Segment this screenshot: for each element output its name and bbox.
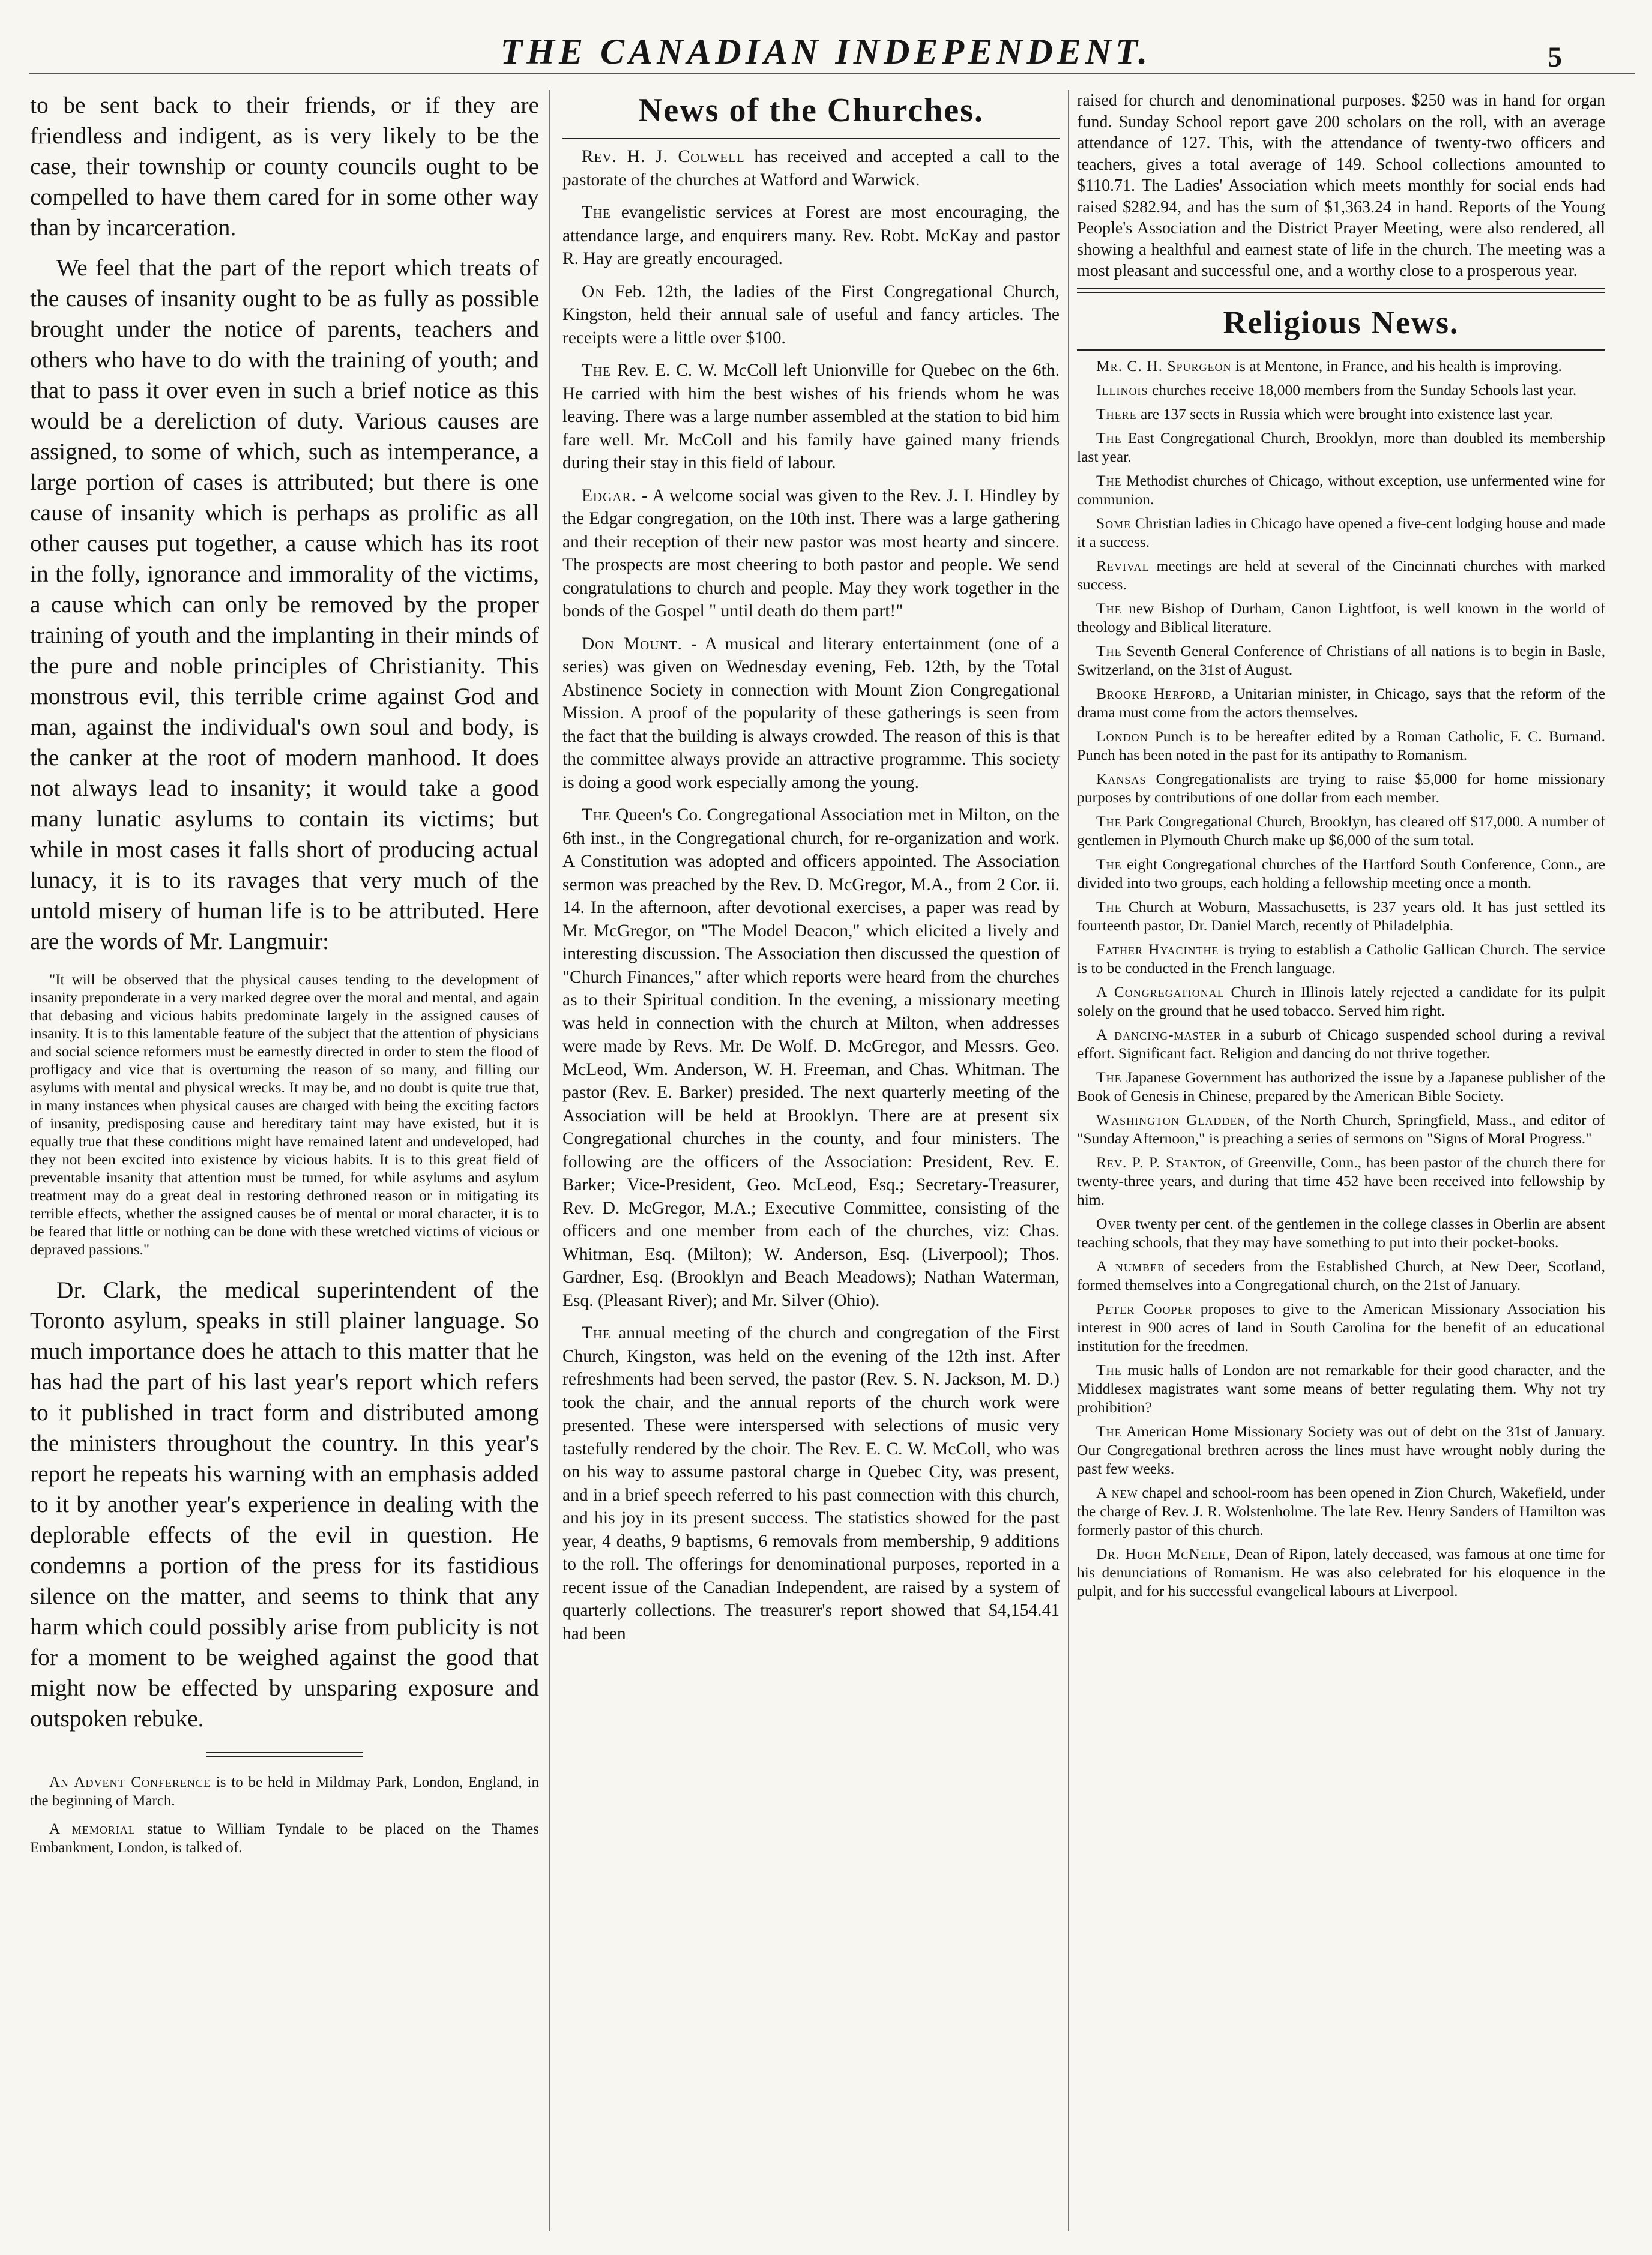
item-lead: The	[1096, 471, 1122, 489]
item-text: Church in Illinois lately rejected a candidate for its pulpit solely on the ground that he used tobacco. Served him right.	[1077, 983, 1605, 1019]
item-lead: The	[582, 1323, 612, 1343]
item-lead: A number	[1096, 1257, 1165, 1275]
item-lead: Don Mount.	[582, 634, 683, 654]
item-lead: A new	[1096, 1483, 1138, 1501]
item-text: meetings are held at several of the Cincinnati churches with marked success.	[1077, 556, 1605, 593]
item-lead: The	[1096, 897, 1122, 915]
religious-news-list	[1077, 357, 1605, 1600]
item-text: American Home Missionary Society was out of debt on the 31st of January. Our Congregational brethren across the lines must have wrought nobly during the past few weeks.	[1077, 1422, 1605, 1477]
item-lead: Kansas	[1096, 769, 1147, 787]
section-heading: Religious News.	[1077, 304, 1605, 351]
item-text: in a suburb of Chicago suspended school during a revival effort. Significant fact. Religion and dancing do not thrive together.	[1077, 1025, 1605, 1062]
item-text: proposes to give to the American Missionary Association his interest in 900 acres of land in South Carolina for the benefit of an educational institution for the freedmen.	[1077, 1299, 1605, 1355]
section-divider	[206, 1752, 363, 1757]
news-item	[1077, 940, 1605, 977]
item-lead: A Congregational	[1096, 983, 1225, 1001]
news-item	[562, 804, 1060, 1312]
news-item	[1077, 983, 1605, 1020]
news-item	[1077, 1361, 1605, 1417]
item-text: - A musical and literary entertainment (one of a series) was given on Wednesday evening, Feb. 12th, by the Total Abstinence Society in connection with Mount Zion Congregational Mission. A proof of the popularity of these gatherings is seen from the fact that the building is always crowded. The reason of this is that the committee always provide an attractive programme. This society is doing a good work especially among the young.	[562, 634, 1060, 792]
item-lead: The	[1096, 812, 1122, 830]
item-lead: Mr. C. H. Spurgeon	[1096, 357, 1232, 375]
news-item	[1077, 1299, 1605, 1355]
note-text: is to be held in Mildmay Park, London, England, in the beginning of March.	[30, 1774, 539, 1809]
news-item	[1077, 727, 1605, 764]
item-lead: The	[582, 361, 612, 380]
news-item	[1077, 405, 1605, 423]
item-lead: Over	[1096, 1214, 1132, 1232]
item-text: Church at Woburn, Massachusetts, is 237 years old. It has just settled its fourteenth pastor, Dr. Daniel March, recently of Philadelphia.	[1077, 897, 1605, 934]
news-item	[562, 145, 1060, 191]
item-text: are 137 sects in Russia which were brought into existence last year.	[1136, 405, 1553, 423]
item-text: annual meeting of the church and congregation of the First Church, Kingston, was held on the evening of the 12th inst. After refreshments had been served, the pastor (Rev. S. N. Jackson, M. D.) took the chair, and the annual reports of the church work were presented. These were interspersed with selections of music very tastefully rendered by the choir. The Rev. E. C. W. McColl, who was on his way to assume pastoral charge in Quebec City, was present, and in a brief speech referred to his past connection with this church, and his joy in its present success. The statistics showed for the past year, 4 deaths, 9 baptisms, 6 removals from membership, 9 additions to the roll. The offerings for denominational purposes, reported in a recent issue of the Canadian Independent, are raised by a system of quarterly collections. The treasurer's report showed that $4,154.41 had been	[562, 1323, 1060, 1643]
item-lead: Edgar.	[582, 486, 636, 505]
column-divider	[1068, 90, 1069, 2231]
report-continuation: raised for church and denominational purposes. $250 was in hand for organ fund. Sunday School report gave 200 scholars on the roll, with an average attendance of 127. This, with the attendance of twenty-two officers and teachers, gives a total average of 149. School collections amounted to $110.71. The Ladies' Association which meets monthly for social ends had raised $282.94, and has the sum of $1,363.24 in hand. Reports of the Young People's Association and the District Prayer Meeting, were also rendered, all showing a healthful and earnest state of life in the church. The meeting was a most pleasant and successful one, and a worthy close to a prosperous year.	[1077, 91, 1605, 280]
header-rule	[29, 73, 1635, 74]
section-divider	[1077, 288, 1605, 293]
note-lead: A memorial	[49, 1821, 136, 1837]
column-divider	[549, 90, 550, 2231]
page-number: 5	[1548, 41, 1562, 73]
news-item	[1077, 769, 1605, 807]
item-lead: The	[582, 203, 612, 222]
item-lead: Rev. H. J. Colwell	[582, 147, 745, 166]
item-lead: Revival	[1096, 556, 1150, 574]
news-item	[1077, 855, 1605, 892]
item-text: Seventh General Conference of Christians of all nations is to begin in Basle, Switzerland, on the 31st of August.	[1077, 642, 1605, 678]
langmuir-quote: "It will be observed that the physical causes tending to the development of insanity preponderate in a very marked degree over the moral and mental, and again that debasing and vicious habits predominate largely in the assigned causes of insanity. It is to this lamentable feature of the subject that the attention of physicians and social science reformers must be earnestly directed in order to stem the flood of profligacy and vice that is overturning the reason of so many, and filling our asylums with mental and physical wrecks. It may be, and no doubt is quite true that, in many instances when physical causes are charged with being the exciting factors of insanity, predisposing cause and hereditary taint may have existed, but it is equally true that these conditions might have remained latent and undeveloped, had they not been excited into existence by vicious habits. It is to this great field of preventable insanity that attention must be turned, for while asylums and asylum treatment may do a great deal in restoring dethroned reason or in mitigating its terrible effects, whether the assigned causes be of mental or moral character, it is to be feared that little or nothing can be done with these wretched victims of vicious or depraved passions."	[30, 972, 539, 1258]
item-text: East Congregational Church, Brooklyn, more than doubled its membership last year.	[1077, 429, 1605, 465]
masthead-title: THE CANADIAN INDEPENDENT.	[500, 32, 1152, 71]
news-item	[1077, 1153, 1605, 1209]
news-item	[1077, 812, 1605, 849]
item-text: eight Congregational churches of the Hartford South Conference, Conn., are divided into two groups, each holding a fellowship meeting once a month.	[1077, 855, 1605, 891]
news-item	[562, 201, 1060, 271]
news-item	[1077, 1544, 1605, 1600]
item-text: is trying to establish a Catholic Gallican Church. The service is to be conducted in the French language.	[1077, 940, 1605, 977]
news-item	[1077, 556, 1605, 594]
item-lead: Washington Gladden,	[1096, 1110, 1250, 1128]
item-lead: Illinois	[1096, 381, 1148, 399]
item-lead: The	[1096, 1068, 1122, 1086]
news-item	[562, 359, 1060, 475]
continued-report	[1077, 90, 1605, 282]
item-text: Christian ladies in Chicago have opened a five-cent lodging house and made it a success.	[1077, 514, 1605, 550]
item-text: - A welcome social was given to the Rev. J. I. Hindley by the Edgar congregation, on the 10th inst. There was a large gathering and their reception of their new pastor was most hearty and sincere. The prospects are most cheering to both pastor and people. We send congratulations to church and people. May they work together in the bonds of the Gospel " until death do them part!"	[562, 486, 1060, 621]
news-item	[562, 1322, 1060, 1645]
page-header	[0, 0, 1652, 90]
news-item	[562, 484, 1060, 623]
item-text: Congregationalists are trying to raise $5,000 for home missionary purposes by contributions of one dollar from each member.	[1077, 769, 1605, 806]
news-item	[1077, 599, 1605, 636]
column-religious-news	[1077, 90, 1605, 2231]
news-item	[1077, 1422, 1605, 1478]
item-lead: Some	[1096, 514, 1132, 532]
news-item	[1077, 684, 1605, 721]
news-item	[1077, 1025, 1605, 1062]
item-text: new Bishop of Durham, Canon Lightfoot, is well known in the world of theology and Biblical literature.	[1077, 599, 1605, 636]
item-text: Feb. 12th, the ladies of the First Congregational Church, Kingston, held their annual sale of useful and fancy articles. The receipts were a little over $100.	[562, 281, 1060, 348]
item-lead: London	[1096, 727, 1148, 745]
editorial-paragraph: Dr. Clark, the medical superintendent of the Toronto asylum, speaks in still plainer language. So much importance does he attach to this matter that he has had the part of his last year's report which refers to it published in tract form and distributed among the ministers throughout the country. In this year's report he repeats his warning with an emphasis added to it by another year's experience in dealing with the deplorable effects of the evil in question. He condemns a portion of the press for its fastidious silence on the matter, and seems to think that any harm which could possibly arise from publicity is not for a moment to be weighed against the good that might now be effected by unsparing exposure and outspoken rebuke.	[30, 1277, 539, 1732]
item-lead: Dr. Hugh McNeile,	[1096, 1544, 1231, 1562]
item-text: is at Mentone, in France, and his health is improving.	[1231, 357, 1562, 375]
news-item	[1077, 514, 1605, 551]
item-lead: The	[1096, 642, 1122, 660]
item-lead: The	[1096, 1422, 1122, 1440]
item-text: of the North Church, Springfield, Mass., and editor of "Sunday Afternoon," is preaching a series of sermons on "Signs of Moral Progress."	[1077, 1110, 1605, 1147]
news-item	[1077, 471, 1605, 508]
news-item	[1077, 429, 1605, 466]
item-lead: Peter Cooper	[1096, 1299, 1193, 1317]
item-text: Park Congregational Church, Brooklyn, has cleared off $17,000. A number of gentlemen in Plymouth Church make up $6,000 of the sum total.	[1077, 812, 1605, 849]
news-item	[1077, 381, 1605, 399]
item-text: Methodist churches of Chicago, without exception, use unfermented wine for communion.	[1077, 471, 1605, 508]
item-lead: The	[1096, 429, 1122, 447]
news-note	[30, 1773, 539, 1810]
item-text: churches receive 18,000 members from the Sunday Schools last year.	[1148, 381, 1577, 399]
news-item	[1077, 897, 1605, 935]
item-lead: Rev. P. P. Stanton,	[1096, 1153, 1226, 1171]
news-item	[1077, 1110, 1605, 1148]
item-text: chapel and school-room has been opened in Zion Church, Wakefield, under the charge of Rev. J. R. Wolstenholme. The late Rev. Henry Sanders of Hamilton was formerly pastor of this church.	[1077, 1483, 1605, 1538]
item-text: a Unitarian minister, in Chicago, says that the reform of the drama must come from the actors themselves.	[1077, 684, 1605, 721]
item-text: Punch is to be hereafter edited by a Roman Catholic, F. C. Burnand. Punch has been noted in the past for its antipathy to Romanism.	[1077, 727, 1605, 763]
item-lead: Brooke Herford,	[1096, 684, 1216, 702]
news-item	[1077, 1068, 1605, 1105]
item-text: music halls of London are not remarkable for their good character, and the Middlesex magistrates want some means of better regulating them. Why not try prohibition?	[1077, 1361, 1605, 1416]
item-text: evangelistic services at Forest are most encouraging, the attendance large, and enquirers many. Rev. Robt. McKay and pastor R. Hay are greatly encouraged.	[562, 203, 1060, 268]
item-lead: A dancing-master	[1096, 1025, 1222, 1043]
item-text: twenty per cent. of the gentlemen in the college classes in Oberlin are absent teaching schools, that they may have something to put into their pocket-books.	[1077, 1214, 1605, 1251]
news-note	[30, 1820, 539, 1857]
item-text: of seceders from the Established Church, at New Deer, Scotland, formed themselves into a Congregational church, on the 21st of January.	[1077, 1257, 1605, 1293]
item-lead: The	[1096, 1361, 1122, 1379]
item-text: Queen's Co. Congregational Association met in Milton, on the 6th inst., in the Congregational church, for re-organization and work. A Constitution was adopted and officers appointed. The Association sermon was preached by the Rev. D. McGregor, M.A., from 2 Cor. ii. 14. In the afternoon, after devotional exercises, a paper was read by Mr. McGregor, on "The Model Deacon," which elicited a lively and interesting discussion. The Association then discussed the question of "Church Finances," after which reports were heard from the churches as to their Spiritual condition. In the evening, a missionary meeting was held in connection with the church at Milton, when addresses were made by Revs. Mr. De Wolf. D. McGregor, and Messrs. Geo. McLeod, Wm. Anderson, W. H. Freeman, and Chas. Whitman. The pastor (Rev. E. Barker) presided. The next quarterly meeting of the Association will be held at Brooklyn. There are at present six Congregational churches in the county, and four ministers. The following are the officers of the Association: President, Rev. E. Barker; Vice-President, Geo. McLeod, Esq.; Secretary-Treasurer, Rev. D. McGregor, M.A.; Executive Committee, consisting of the officers and one member from each of the churches, viz: Chas. Whitman, Esq. (Milton); W. Anderson, Esq. (Liverpool); Thos. Gardner, Esq. (Brooklyn and Beach Meadows); Nathan Waterman, Esq. (Pleasant River); and Mr. Silver (Ohio).	[562, 805, 1060, 1310]
news-item	[1077, 642, 1605, 679]
editorial-paragraph: to be sent back to their friends, or if they are friendless and indigent, as is very likely to be the case, their township or county councils ought to be compelled to have them cared for in some other way than by incarceration.	[30, 92, 539, 241]
item-lead: The	[1096, 599, 1122, 617]
news-item	[562, 633, 1060, 795]
item-lead: Father Hyacinthe	[1096, 940, 1219, 958]
item-text: of Greenville, Conn., has been pastor of the church there for twenty-three years, and during that time 452 have been received into fellowship by him.	[1077, 1153, 1605, 1208]
note-text: statue to William Tyndale to be placed on the Thames Embankment, London, is talked of.	[30, 1821, 539, 1856]
editorial-paragraph: We feel that the part of the report which treats of the causes of insanity ought to be as fully as possible brought under the notice of parents, teachers and others who have to do with the training of youth; and that to pass it over even in such a brief notice as this would be a dereliction of duty. Various causes are assigned, to some of which, such as intemperance, a large portion of cases is attributed; but there is one cause of insanity which is perhaps as prolific as all other causes put together, a cause which has its root in the folly, ignorance and immorality of the victims, a cause which can only be removed by the proper training of youth and the implanting in their minds of the pure and noble principles of Christianity. This monstrous evil, this terrible crime against God and man, against the individual's own soul and body, is the canker at the root of modern manhood. It does not always lead to insanity; it would take a good many lunatic asylums to contain its victims; but while in most cases it falls short of producing actual lunacy, it is to its ravages that very much of the untold misery of human life is to be attributed. Here are the words of Mr. Langmuir:	[30, 254, 539, 954]
note-lead: An Advent Conference	[49, 1774, 211, 1790]
item-text: Rev. E. C. W. McColl left Unionville for Quebec on the 6th. He carried with him the best wishes of his friends whom he was leaving. There was a large number assembled at the station to bid him fare well. Mr. McColl and his family have gained many friends during their stay in this field of labour.	[562, 361, 1060, 472]
news-item	[562, 280, 1060, 350]
section-heading: News of the Churches.	[562, 91, 1060, 139]
item-lead: The	[582, 805, 612, 825]
news-item	[1077, 1257, 1605, 1294]
item-text: Dean of Ripon, lately deceased, was famous at one time for his denunciations of Romanism. He was also celebrated for his eloquence in the pulpit, and for his successful evangelical labours at Liverpool.	[1077, 1544, 1605, 1600]
news-item	[1077, 1214, 1605, 1251]
news-item	[1077, 357, 1605, 375]
column-church-news	[562, 90, 1060, 2231]
item-lead: On	[582, 281, 605, 301]
item-text: Japanese Government has authorized the issue by a Japanese publisher of the Book of Genesis in Chinese, prepared by the American Bible Society.	[1077, 1068, 1605, 1104]
news-item	[1077, 1483, 1605, 1539]
column-editorial	[30, 90, 539, 2231]
church-news-list	[562, 145, 1060, 1645]
item-lead: There	[1096, 405, 1137, 423]
item-text: has received and accepted a call to the pastorate of the churches at Watford and Warwick.	[562, 147, 1060, 190]
item-lead: The	[1096, 855, 1122, 873]
